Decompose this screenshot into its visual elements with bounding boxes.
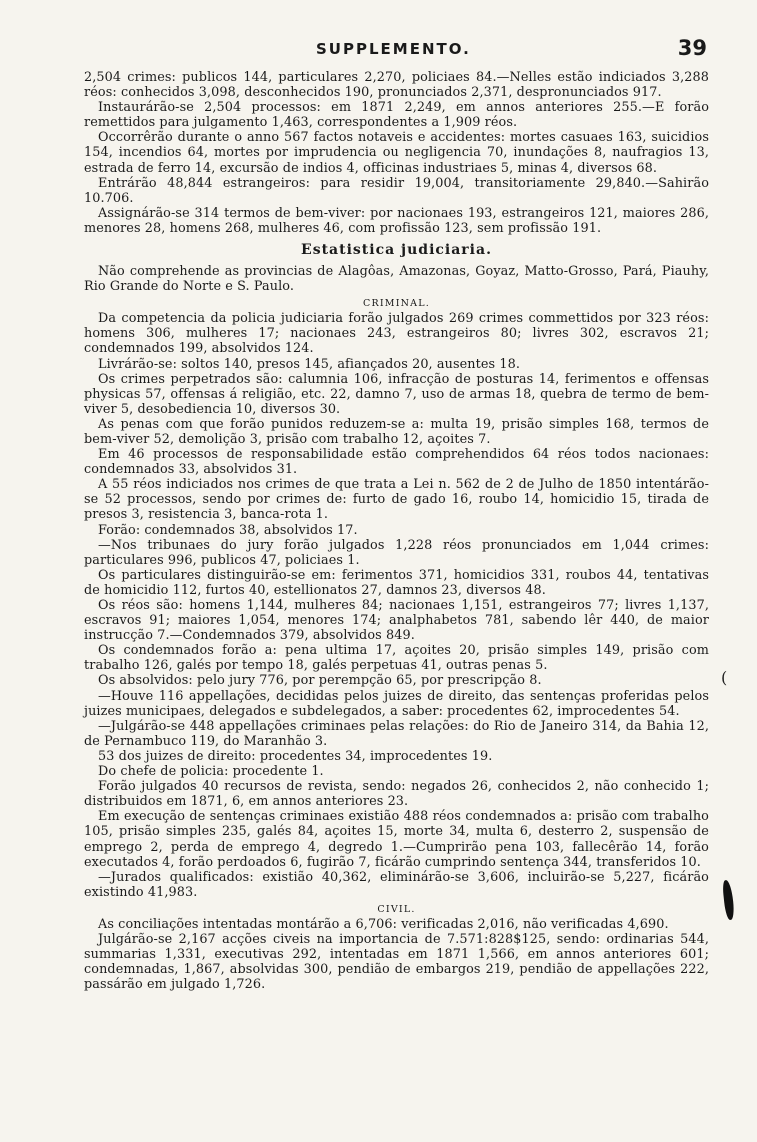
paragraph: Em execução de sentenças criminaes existião 488 réos condemnados a: prisão com trabalho 105, prisão simples 235, galés 84, açoites 15, morte 34, multa 6, desterro 2, suspensão de emprego 2, perda de emprego 4, degredo 1.—Cumprirão pena 103, fallecêrão 14, forão executados 4, forão perdoados 6, fugirão 7, ficárão cumprindo sentença 344, transferidos 10.	[84, 809, 709, 870]
paragraph: —Nos tribunaes do jury forão julgados 1,228 réos pronunciados em 1,044 crimes: particulares 996, publicos 47, policiaes 1.	[84, 537, 709, 568]
paragraph: As penas com que forão punidos reduzem-se a: multa 19, prisão simples 168, termos de bem-viver 52, demolição 3, prisão com trabalho 12, açoites 7.	[84, 416, 709, 447]
paragraph: Os particulares distinguirão-se em: ferimentos 371, homicidios 331, roubos 44, tentativas de homicidio 112, furtos 40, estellionatos 27, damnos 23, diversos 48.	[84, 567, 709, 598]
paragraph: Os condemnados forão a: pena ultima 17, açoites 20, prisão simples 149, prisão com trabalho 126, galés por tempo 18, galés perpetuas 41, outras penas 5.	[84, 643, 709, 674]
paragraph: —Jurados qualificados: existião 40,362, eliminárão-se 3,606, incluirão-se 5,227, ficárão existindo 41,983.	[84, 869, 709, 900]
paragraph: Julgárão-se 2,167 acções civeis na importancia de 7.571:828$125, sendo: ordinarias 544, summarias 1,331, executivas 292, intentadas em 1871 1,566, em annos anteriores 601; condemnadas, 1,867, absolvidas 300, pendião de embargos 219, pendião de appellações 222, passárão em julgado 1,726.	[84, 931, 709, 993]
page-header	[84, 36, 709, 66]
page-number: 39	[677, 36, 707, 60]
paragraph: Livrárão-se: soltos 140, presos 145, afiançados 20, ausentes 18.	[98, 356, 521, 372]
paragraph: Forão: condemnados 38, absolvidos 17.	[98, 522, 358, 538]
paragraph: Os crimes perpetrados são: calumnia 106, infracção de posturas 14, ferimentos e offensas physicas 57, offensas á religião, etc. 22, damno 7, uso de armas 18, quebra de termo de bem-viver 5, desobediencia 10, diversos 30.	[84, 371, 709, 417]
paragraph: 2,504 crimes: publicos 144, particulares 2,270, policiaes 84.—Nelles estão indiciados 3,288 réos: conhecidos 3,098, desconhecidos 190, pronunciados 2,371, despronunciados 917.	[84, 70, 709, 101]
margin-bracket-mark: (	[721, 668, 728, 687]
intro-paragraph: Não comprehende as provincias de Alagôas, Amazonas, Goyaz, Matto-Grosso, Pará, Piauhy, Rio Grande do Norte e S. Paulo.	[84, 264, 709, 295]
paragraph: As conciliações intentadas montárão a 6,706: verificadas 2,016, não verificadas 4,690.	[98, 916, 669, 932]
paragraph: Em 46 processos de responsabilidade estão comprehendidos 64 réos todos nacionaes: condemnados 33, absolvidos 31.	[84, 447, 709, 478]
paragraph: Do chefe de policia: procedente 1.	[98, 764, 324, 780]
paragraph: Os absolvidos: pelo jury 776, por perempção 65, por prescripção 8.	[98, 673, 542, 689]
paragraph: Os réos são: homens 1,144, mulheres 84; nacionaes 1,151, estrangeiros 77; livres 1,137, escravos 91; maiores 1,054, menores 174; analphabetos 781, sabendo lêr 440, de maior instrucção 7.—Condemnados 379, absolvidos 849.	[84, 598, 709, 644]
paragraph: Entrárão 48,844 estrangeiros: para residir 19,004, transitoriamente 29,840.—Sahirão 10.706.	[84, 175, 709, 206]
section-title: Estatistica judiciaria.	[301, 242, 492, 259]
paragraph: 53 dos juizes de direito: procedentes 34, improcedentes 19.	[98, 748, 493, 764]
paragraph: Occorrêrão durante o anno 567 factos notaveis e accidentes: mortes casuaes 163, suicidios 154, incendios 64, mortes por imprudencia ou negligencia 70, inundações 8, naufragios 13, estrada de ferro 14, excursão de indios 4, officinas industriaes 5, minas 4, diversos 68.	[84, 130, 709, 176]
civil-heading: CIVIL.	[377, 903, 416, 915]
paragraph: —Houve 116 appellações, decididas pelos juizes de direito, das sentenças proferidas pelos juizes municipaes, delegados e subdelegados, a saber: procedentes 62, improcedentes 54.	[84, 688, 709, 719]
paragraph: —Julgárão-se 448 appellações criminaes pelas relações: do Rio de Janeiro 314, da Bahia 12, de Pernambuco 119, do Maranhão 3.	[84, 718, 709, 749]
paragraph: Assignárão-se 314 termos de bem-viver: por nacionaes 193, estrangeiros 121, maiores 286, menores 28, homens 268, mulheres 46, com profissão 123, sem profissão 191.	[84, 205, 709, 236]
paragraph: Instaurárão-se 2,504 processos: em 1871 2,249, em annos anteriores 255.—E forão remettidos para julgamento 1,463, correspondentes a 1,909 réos.	[84, 100, 709, 131]
paragraph: Forão julgados 40 recursos de revista, sendo: negados 26, conhecidos 2, não conhecido 1; distribuidos em 1871, 6, em annos anteriores 23.	[84, 779, 709, 810]
paragraph: Da competencia da policia judiciaria forão julgados 269 crimes commettidos por 323 réos: homens 306, mulheres 17; nacionaes 243, estrangeiros 80; livres 302, escravos 21; condemnados 199, absolvidos 124.	[84, 311, 709, 357]
running-head: SUPPLEMENTO.	[316, 40, 471, 58]
margin-ink-blot	[722, 880, 735, 921]
criminal-heading: CRIMINAL.	[363, 298, 430, 310]
paragraph: A 55 réos indiciados nos crimes de que trata a Lei n. 562 de 2 de Julho de 1850 intentárão-se 52 processos, sendo por crimes de: furto de gado 16, roubo 14, homicidio 15, tirada de presos 3, resistencia 3, banca-rota 1.	[84, 477, 709, 523]
